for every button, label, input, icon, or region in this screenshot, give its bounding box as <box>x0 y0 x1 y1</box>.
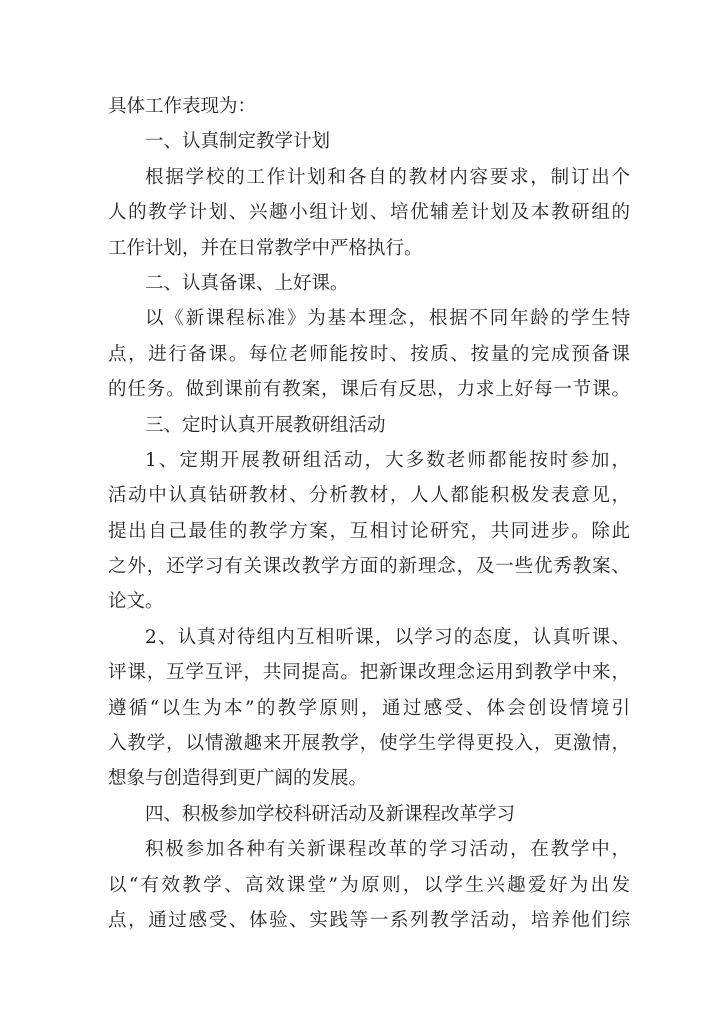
intro-line: 具体工作表现为： <box>108 96 257 117</box>
paragraph-line: 的任务。做到课前有教案，课后有反思，力求上好每一节课。 <box>108 379 630 401</box>
paragraph-line: 人的教学计划、兴趣小组计划、培优辅差计划及本教研组的 <box>108 202 630 224</box>
paragraph-line: 以《新课程标准》为基本理念，根据不同年龄的学生特 <box>145 308 630 330</box>
paragraph-line: 点，通过感受、体验、实践等一系列教学活动，培养他们综 <box>108 909 630 931</box>
paragraph-line: 遵循“以生为本”的教学原则，通过感受、体会创设情境引 <box>108 697 630 719</box>
paragraph-line: 1、定期开展教研组活动，大多数老师都能按时参加， <box>145 449 630 471</box>
paragraph-line: 工作计划，并在日常教学中严格执行。 <box>108 237 423 259</box>
paragraph-line: 想象与创造得到更广阔的发展。 <box>108 768 368 790</box>
paragraph-line: 根据学校的工作计划和各自的教材内容要求，制订出个 <box>145 166 630 188</box>
section-heading-3: 三、定时认真开展教研组活动 <box>145 414 386 436</box>
paragraph-line: 论文。 <box>108 591 164 613</box>
paragraph-line: 入教学，以情激趣来开展教学，使学生学得更投入，更激情， <box>108 733 630 755</box>
section-heading-1: 一、认真制定教学计划 <box>145 131 331 153</box>
paragraph-line: 2、认真对待组内互相听课，以学习的态度，认真听课、 <box>145 626 630 648</box>
paragraph-line: 积极参加各种有关新课程改革的学习活动，在教学中， <box>145 839 630 861</box>
document-body <box>108 89 630 938</box>
paragraph-line: 以“有效教学、高效课堂”为原则，以学生兴趣爱好为出发 <box>108 874 630 896</box>
paragraph-line: 点，进行备课。每位老师能按时、按质、按量的完成预备课 <box>108 343 630 365</box>
paragraph-line: 提出自己最佳的教学方案，互相讨论研究，共同进步。除此 <box>108 520 630 542</box>
paragraph-line: 之外，还学习有关课改教学方面的新理念，及一些优秀教案、 <box>108 556 630 578</box>
paragraph-line: 评课，互学互评，共同提高。把新课改理念运用到教学中来， <box>108 662 630 684</box>
paragraph-line: 活动中认真钻研教材、分析教材，人人都能积极发表意见， <box>108 485 630 507</box>
section-heading-4: 四、积极参加学校科研活动及新课程改革学习 <box>145 803 516 825</box>
section-heading-2: 二、认真备课、上好课。 <box>145 272 349 294</box>
